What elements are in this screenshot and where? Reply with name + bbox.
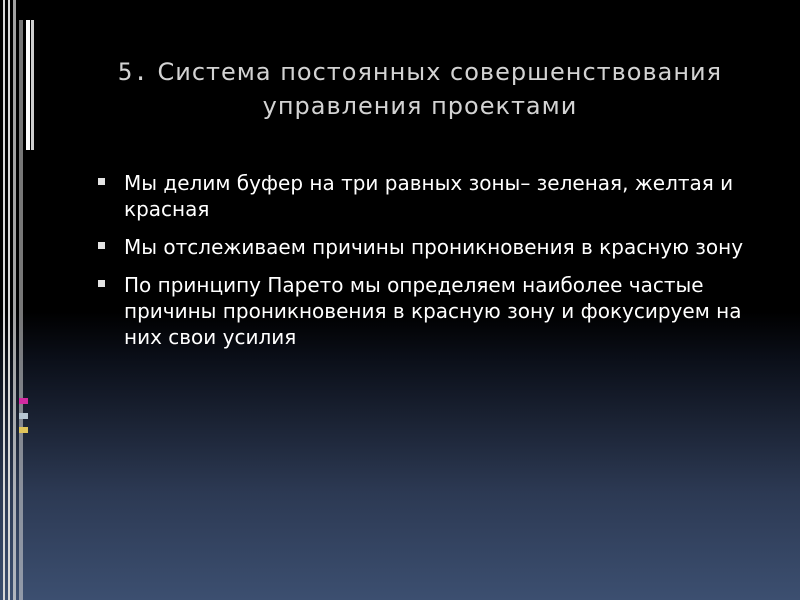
bullet-square-icon [98,242,105,249]
title-text: Система постоянных совершенствования управления проектами [157,58,723,120]
title-number: 5. [117,58,149,86]
list-item [96,272,776,350]
stripe [31,20,34,150]
bullet-text: Мы отслеживаем причины проникновения в красную зону [124,235,744,259]
bullet-text: Мы делим буфер на три равных зоны– зеленая, желтая и красная [124,171,734,221]
accent-tick-yellow [19,427,28,433]
accent-tick-blue [19,413,28,419]
slide-title [60,55,780,123]
stripe [3,0,5,600]
list-item [96,234,776,260]
bullet-text: По принципу Парето мы определяем наиболее частые причины проникновения в красную зону и фокусируем на них свои усилия [124,273,742,349]
stripe [13,0,16,600]
bullet-list [96,170,776,362]
accent-tick-pink [19,398,28,404]
stripe [19,20,23,600]
bullet-square-icon [98,280,105,287]
bullet-square-icon [98,178,105,185]
list-item [96,170,776,222]
decorative-stripes [0,0,40,600]
stripe [26,20,30,150]
stripe [8,0,10,600]
